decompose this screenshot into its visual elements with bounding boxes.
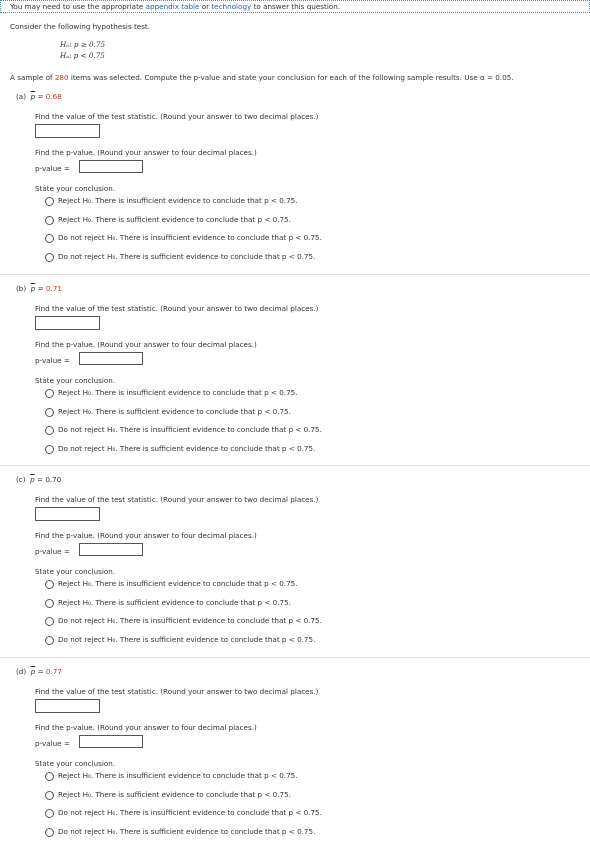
part-header bbox=[16, 475, 61, 484]
null-hypothesis: H₀: p ≥ 0.75 bbox=[60, 40, 106, 49]
conclusion-option-label: Reject H₀. There is insufficient evidence to conclude that p < 0.75. bbox=[58, 771, 298, 780]
part-letter: (a) bbox=[16, 92, 27, 101]
p-value-label: p-value = bbox=[35, 356, 70, 365]
intro-middle: or bbox=[199, 2, 212, 11]
p-value-label: p-value = bbox=[35, 164, 70, 173]
sample-after: items was selected. Compute the p-value and state your conclusion for each of the following sample results. Use α = 0.05. bbox=[68, 73, 514, 82]
appendix-table-link[interactable]: appendix table bbox=[145, 2, 200, 11]
conclusion-radio[interactable] bbox=[45, 216, 54, 225]
p-value-question: Find the p-value. (Round your answer to four decimal places.) bbox=[35, 531, 257, 540]
test-statistic-input[interactable] bbox=[35, 507, 100, 521]
part-letter: (d) bbox=[16, 667, 27, 676]
conclusion-option-label: Reject H₀. There is insufficient evidence to conclude that p < 0.75. bbox=[58, 388, 298, 397]
intro-prefix: You may need to use the appropriate bbox=[10, 2, 146, 11]
part-header bbox=[16, 284, 62, 293]
test-statistic-question: Find the value of the test statistic. (Round your answer to two decimal places.) bbox=[35, 687, 319, 696]
p-value-input[interactable] bbox=[79, 352, 143, 365]
conclusion-radio[interactable] bbox=[45, 445, 54, 454]
conclusion-option-label: Do not reject H₀. There is sufficient evidence to conclude that p < 0.75. bbox=[58, 443, 316, 453]
conclusion-radio[interactable] bbox=[45, 599, 54, 608]
test-statistic-input[interactable] bbox=[35, 124, 100, 138]
part-letter: (b) bbox=[16, 284, 27, 293]
conclusion-radio[interactable] bbox=[45, 828, 54, 837]
p-value-question: Find the p-value. (Round your answer to four decimal places.) bbox=[35, 723, 257, 732]
part-divider bbox=[0, 465, 590, 466]
consider-text: Consider the following hypothesis test. bbox=[10, 22, 151, 31]
test-statistic-input[interactable] bbox=[35, 699, 100, 713]
conclusion-label: State your conclusion. bbox=[35, 184, 116, 193]
intro-text bbox=[10, 2, 340, 11]
alt-hypothesis: Hₐ: p < 0.75 bbox=[60, 51, 105, 60]
part-divider bbox=[0, 657, 590, 658]
conclusion-radio[interactable] bbox=[45, 408, 54, 417]
p-value-label: p-value = bbox=[35, 739, 70, 748]
technology-link[interactable]: technology bbox=[211, 2, 252, 11]
sample-before: A sample of bbox=[10, 73, 55, 82]
conclusion-option-label: Reject H₀. There is sufficient evidence to conclude that p < 0.75. bbox=[58, 406, 291, 416]
conclusion-option-label: Do not reject H₀. There is insufficient evidence to conclude that p < 0.75. bbox=[58, 808, 322, 817]
p-value-input[interactable] bbox=[79, 735, 143, 748]
p-value-label: p-value = bbox=[35, 547, 70, 556]
p-value-input[interactable] bbox=[79, 543, 143, 556]
sample-size: 280 bbox=[54, 73, 69, 82]
p-bar-label: $\overline{p}$ = bbox=[30, 284, 46, 293]
conclusion-label: State your conclusion. bbox=[35, 567, 116, 576]
conclusion-radio[interactable] bbox=[45, 389, 54, 398]
p-bar-label: $\overline{p}$ = bbox=[30, 92, 46, 101]
conclusion-option-label: Do not reject H₀. There is sufficient evidence to conclude that p < 0.75. bbox=[58, 251, 316, 261]
test-statistic-input[interactable] bbox=[35, 316, 100, 330]
p-bar-label: $\overline{p}$ = bbox=[30, 667, 46, 676]
part-divider bbox=[0, 274, 590, 275]
part-header bbox=[16, 92, 62, 101]
conclusion-radio[interactable] bbox=[45, 791, 54, 800]
conclusion-radio[interactable] bbox=[45, 617, 54, 626]
conclusion-radio[interactable] bbox=[45, 234, 54, 243]
conclusion-option-label: Reject H₀. There is insufficient evidence to conclude that p < 0.75. bbox=[58, 579, 298, 588]
conclusion-radio[interactable] bbox=[45, 636, 54, 645]
conclusion-radio[interactable] bbox=[45, 580, 54, 589]
conclusion-radio[interactable] bbox=[45, 809, 54, 818]
conclusion-option-label: Do not reject H₀. There is insufficient evidence to conclude that p < 0.75. bbox=[58, 233, 322, 242]
p-value-input[interactable] bbox=[79, 160, 143, 173]
conclusion-label: State your conclusion. bbox=[35, 376, 116, 385]
sample-text bbox=[10, 73, 514, 82]
part-value: 0.68 bbox=[45, 92, 62, 101]
test-statistic-question: Find the value of the test statistic. (Round your answer to two decimal places.) bbox=[35, 304, 319, 313]
conclusion-option-label: Do not reject H₀. There is insufficient evidence to conclude that p < 0.75. bbox=[58, 425, 322, 434]
p-value-question: Find the p-value. (Round your answer to four decimal places.) bbox=[35, 340, 257, 349]
part-value: 0.70 bbox=[45, 475, 62, 484]
p-value-question: Find the p-value. (Round your answer to four decimal places.) bbox=[35, 148, 257, 157]
conclusion-option-label: Reject H₀. There is sufficient evidence to conclude that p < 0.75. bbox=[58, 597, 291, 607]
conclusion-radio[interactable] bbox=[45, 772, 54, 781]
conclusion-option-label: Do not reject H₀. There is sufficient evidence to conclude that p < 0.75. bbox=[58, 634, 316, 644]
part-header bbox=[16, 667, 62, 676]
conclusion-option-label: Reject H₀. There is insufficient evidence to conclude that p < 0.75. bbox=[58, 196, 298, 205]
conclusion-radio[interactable] bbox=[45, 197, 54, 206]
conclusion-label: State your conclusion. bbox=[35, 759, 116, 768]
p-bar-label: $\overline{p}$ = bbox=[30, 475, 46, 484]
test-statistic-question: Find the value of the test statistic. (Round your answer to two decimal places.) bbox=[35, 495, 319, 504]
part-value: 0.71 bbox=[45, 284, 62, 293]
conclusion-option-label: Do not reject H₀. There is insufficient evidence to conclude that p < 0.75. bbox=[58, 616, 322, 625]
conclusion-radio[interactable] bbox=[45, 426, 54, 435]
conclusion-option-label: Do not reject H₀. There is sufficient evidence to conclude that p < 0.75. bbox=[58, 826, 316, 836]
conclusion-radio[interactable] bbox=[45, 253, 54, 262]
test-statistic-question: Find the value of the test statistic. (Round your answer to two decimal places.) bbox=[35, 112, 319, 121]
part-value: 0.77 bbox=[45, 667, 62, 676]
conclusion-option-label: Reject H₀. There is sufficient evidence to conclude that p < 0.75. bbox=[58, 789, 291, 799]
intro-suffix: to answer this question. bbox=[251, 2, 341, 11]
part-letter: (c) bbox=[16, 475, 26, 484]
conclusion-option-label: Reject H₀. There is sufficient evidence to conclude that p < 0.75. bbox=[58, 214, 291, 224]
